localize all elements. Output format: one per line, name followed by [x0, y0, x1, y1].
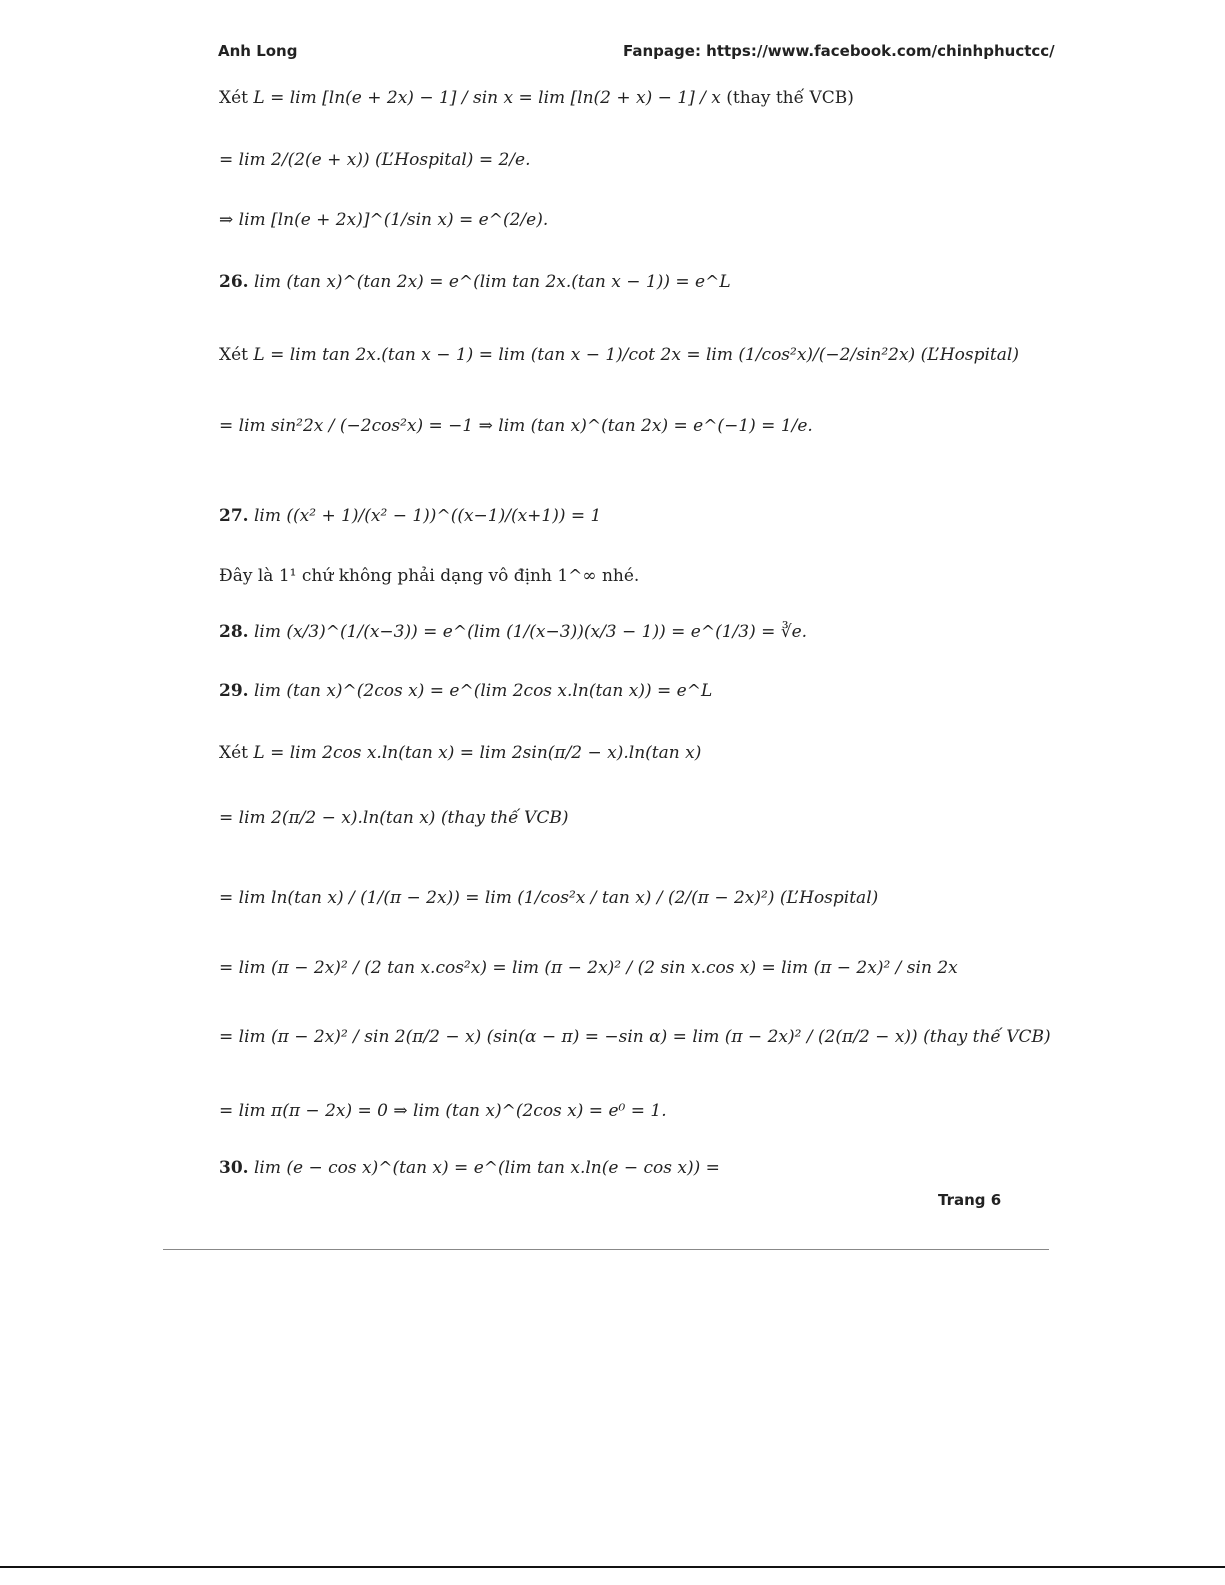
math-expression: L = lim 2cos x.ln(tan x) = lim 2sin(π/2 − x).ln(tan x) [253, 743, 702, 763]
problem-number: 30. [219, 1158, 249, 1178]
math-expression: lim ((x² + 1)/(x² − 1))^((x−1)/(x+1)) = 1 [253, 506, 602, 526]
remark-text: Đây là 1¹ chứ không phải dạng vô định 1^∞ nhé. [219, 566, 640, 586]
problem-number: 26. [219, 272, 249, 292]
problem-number: 29. [219, 681, 249, 701]
math-expression: = lim 2/(2(e + x)) (L’Hospital) = 2/e. [219, 150, 531, 170]
remark-line [219, 566, 639, 586]
solution-line-2 [219, 150, 531, 170]
problem-26 [219, 272, 731, 292]
solution-line-12 [219, 1101, 667, 1121]
note-text: (thay thế VCB) [726, 88, 854, 108]
page-bottom-border [0, 1566, 1225, 1568]
problem-number: 27. [219, 506, 249, 526]
solution-line-4 [219, 345, 1019, 365]
math-expression: = lim ln(tan x) / (1/(π − 2x)) = lim (1/cos²x / tan x) / (2/(π − 2x)²) (L’Hospital) [219, 888, 879, 908]
solution-line-5 [219, 416, 813, 436]
math-expression: L = lim [ln(e + 2x) − 1] / sin x = lim [ln(2 + x) − 1] / x [253, 88, 721, 108]
problem-29 [219, 681, 712, 701]
problem-28 [219, 622, 807, 642]
fanpage-link[interactable]: Fanpage: https://www.facebook.com/chinhphuctcc/ [623, 42, 1055, 60]
lead-word: Xét [219, 743, 248, 763]
math-expression: lim (tan x)^(2cos x) = e^(lim 2cos x.ln(tan x)) = e^L [253, 681, 713, 701]
footer-divider [163, 1249, 1049, 1250]
math-expression: L = lim tan 2x.(tan x − 1) = lim (tan x − 1)/cot 2x = lim (1/cos²x)/(−2/sin²2x) (L’Hospital) [253, 345, 1019, 365]
page-number: Trang 6 [938, 1191, 1002, 1209]
lead-word: Xét [219, 88, 248, 108]
solution-line-10 [219, 958, 958, 978]
math-expression: = lim 2(π/2 − x).ln(tan x) (thay thế VCB) [219, 808, 569, 828]
math-expression: lim (e − cos x)^(tan x) = e^(lim tan x.ln(e − cos x)) = [253, 1158, 720, 1178]
lead-word: Xét [219, 345, 248, 365]
math-expression: lim (tan x)^(tan 2x) = e^(lim tan 2x.(tan x − 1)) = e^L [253, 272, 731, 292]
math-expression: = lim (π − 2x)² / (2 tan x.cos²x) = lim (π − 2x)² / (2 sin x.cos x) = lim (π − 2x)² / sin 2x [219, 958, 958, 978]
solution-line-1 [219, 88, 854, 108]
math-expression: = lim sin²2x / (−2cos²x) = −1 ⇒ lim (tan x)^(tan 2x) = e^(−1) = 1/e. [219, 416, 813, 436]
math-expression: ⇒ lim [ln(e + 2x)]^(1/sin x) = e^(2/e). [219, 210, 549, 230]
problem-number: 28. [219, 622, 249, 642]
math-expression: = lim (π − 2x)² / sin 2(π/2 − x) (sin(α − π) = −sin α) = lim (π − 2x)² / (2(π/2 − x)) (thay thế VCB) [219, 1027, 1051, 1047]
math-expression: = lim π(π − 2x) = 0 ⇒ lim (tan x)^(2cos x) = e⁰ = 1. [219, 1101, 667, 1121]
problem-27 [219, 506, 601, 526]
solution-line-7 [219, 743, 701, 763]
solution-line-3 [219, 210, 548, 230]
solution-line-8 [219, 808, 568, 828]
solution-line-11 [219, 1027, 1051, 1047]
solution-line-9 [219, 888, 878, 908]
author-name: Anh Long [218, 42, 298, 60]
problem-30 [219, 1158, 720, 1178]
math-expression: lim (x/3)^(1/(x−3)) = e^(lim (1/(x−3))(x/3 − 1)) = e^(1/3) = ∛e. [253, 622, 808, 642]
